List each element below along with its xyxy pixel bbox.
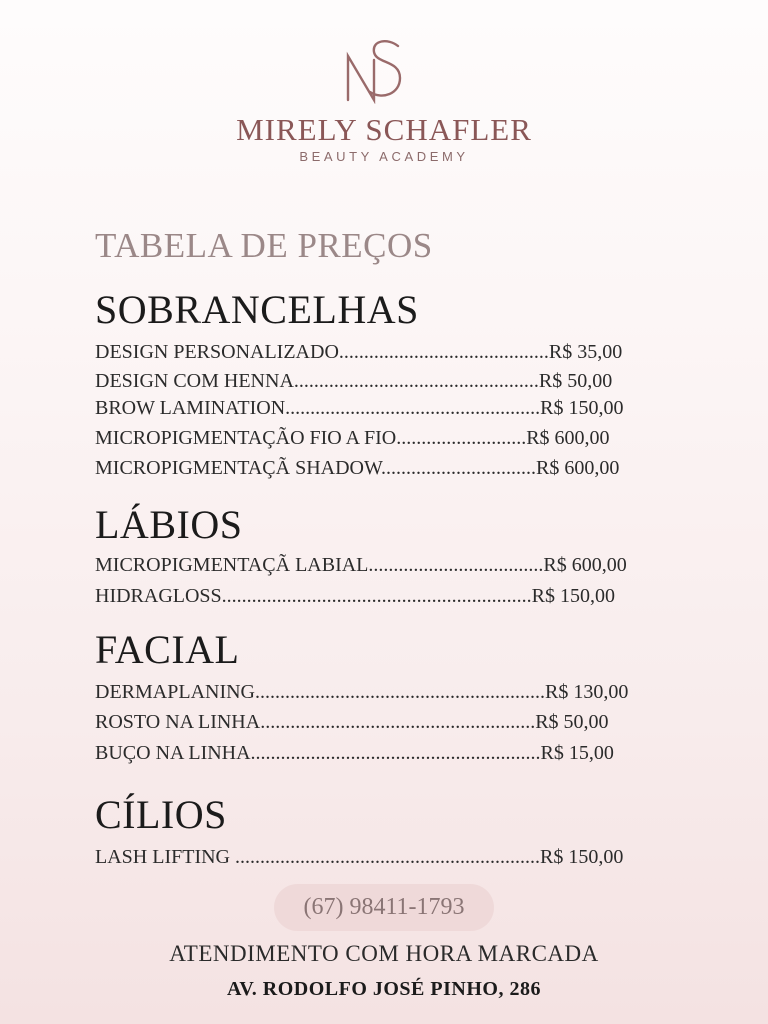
appointment-note: ATENDIMENTO COM HORA MARCADA (169, 941, 599, 966)
price-item: MICROPIGMENTAÇÃ SHADOW...............................R$ 600,00 (95, 457, 620, 479)
section-title-facial: FACIAL (95, 627, 240, 672)
price-item: ROSTO NA LINHA.......................................................R$ 50,00 (95, 711, 609, 733)
price-item: BROW LAMINATION...................................................R$ 150,00 (95, 397, 624, 419)
price-item: DESIGN PERSONALIZADO..........................................R$ 35,00 (95, 341, 623, 363)
phone-number[interactable]: (67) 98411-1793 (274, 884, 494, 931)
brand-name: MIRELY SCHAFLER (236, 112, 532, 147)
section-title-cilios: CÍLIOS (95, 792, 227, 837)
section-title-labios: LÁBIOS (95, 502, 243, 547)
brand-subtitle: BEAUTY ACADEMY (299, 149, 469, 164)
price-item: BUÇO NA LINHA..........................................................R$ 15,00 (95, 742, 614, 764)
address: AV. RODOLFO JOSÉ PINHO, 286 (227, 978, 541, 1000)
ns-monogram-icon (344, 38, 404, 104)
page-title: TABELA DE PREÇOS (95, 226, 433, 265)
price-item: MICROPIGMENTAÇÃO FIO A FIO..........................R$ 600,00 (95, 427, 610, 449)
price-item: MICROPIGMENTAÇÃ LABIAL...................................R$ 600,00 (95, 554, 627, 576)
section-title-sobrancelhas: SOBRANCELHAS (95, 287, 419, 332)
price-item: HIDRAGLOSS..............................................................R$ 150,00 (95, 585, 616, 607)
price-item: DERMAPLANING..........................................................R$ 130,00 (95, 681, 629, 703)
price-item: DESIGN COM HENNA.................................................R$ 50,00 (95, 370, 613, 392)
price-item: LASH LIFTING .............................................................R$ 150,00 (95, 846, 624, 868)
